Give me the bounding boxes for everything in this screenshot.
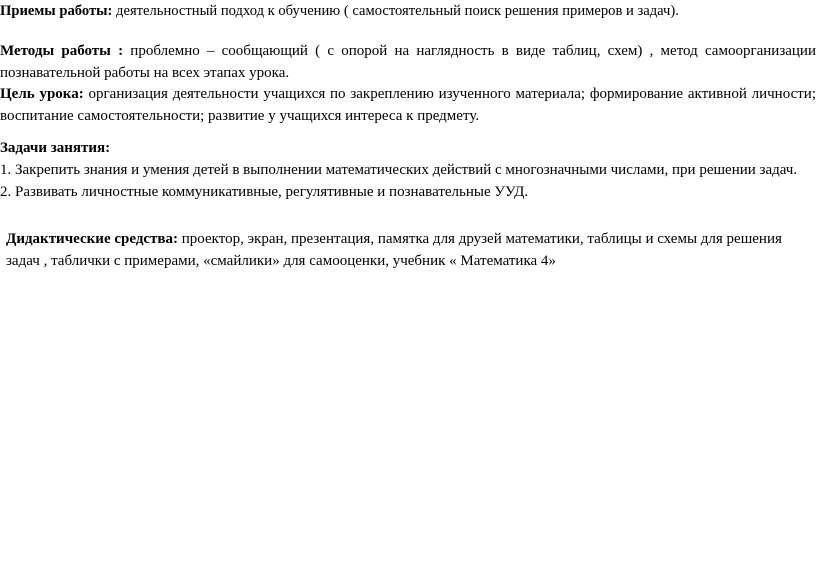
paragraph-priemy xyxy=(0,0,816,22)
priemy-text: деятельностный подход к обучению ( самостоятельный поиск решения примеров и задач). xyxy=(112,3,679,19)
paragraph-zadachi xyxy=(0,137,816,203)
sredstva-label: Дидактические средства: xyxy=(6,231,179,247)
paragraph-cel xyxy=(0,83,816,127)
zadachi-item-1: 1. Закрепить знания и умения детей в выполнении математических действий с многозначными числами, при решении задач. xyxy=(0,162,798,178)
zadachi-label: Задачи занятия: xyxy=(0,140,111,156)
metody-label: Методы работы : xyxy=(0,43,124,59)
zadachi-item-2: 2. Развивать личностные коммуникативные, регулятивные и познавательные УУД. xyxy=(0,184,529,200)
paragraph-metody xyxy=(0,40,816,84)
paragraph-sredstva xyxy=(6,228,816,272)
sredstva-text: проектор, экран, презентация, памятка для друзей математики, таблицы и схемы для решения задач , таблички с примерами, «смайлики» для самооценки, учебник « Математика 4» xyxy=(6,231,782,269)
cel-label: Цель урока: xyxy=(0,86,84,102)
metody-text: проблемно – сообщающий ( с опорой на наглядность в виде таблиц, схем) , метод самоорганизации познавательной работы на всех этапах урока. xyxy=(0,43,816,81)
priemy-label: Приемы работы: xyxy=(0,3,113,19)
cel-text: организация деятельности учащихся по закреплению изученного материала; формирование активной личности; воспитание самостоятельности; развитие у учащихся интереса к предмету. xyxy=(0,86,816,124)
